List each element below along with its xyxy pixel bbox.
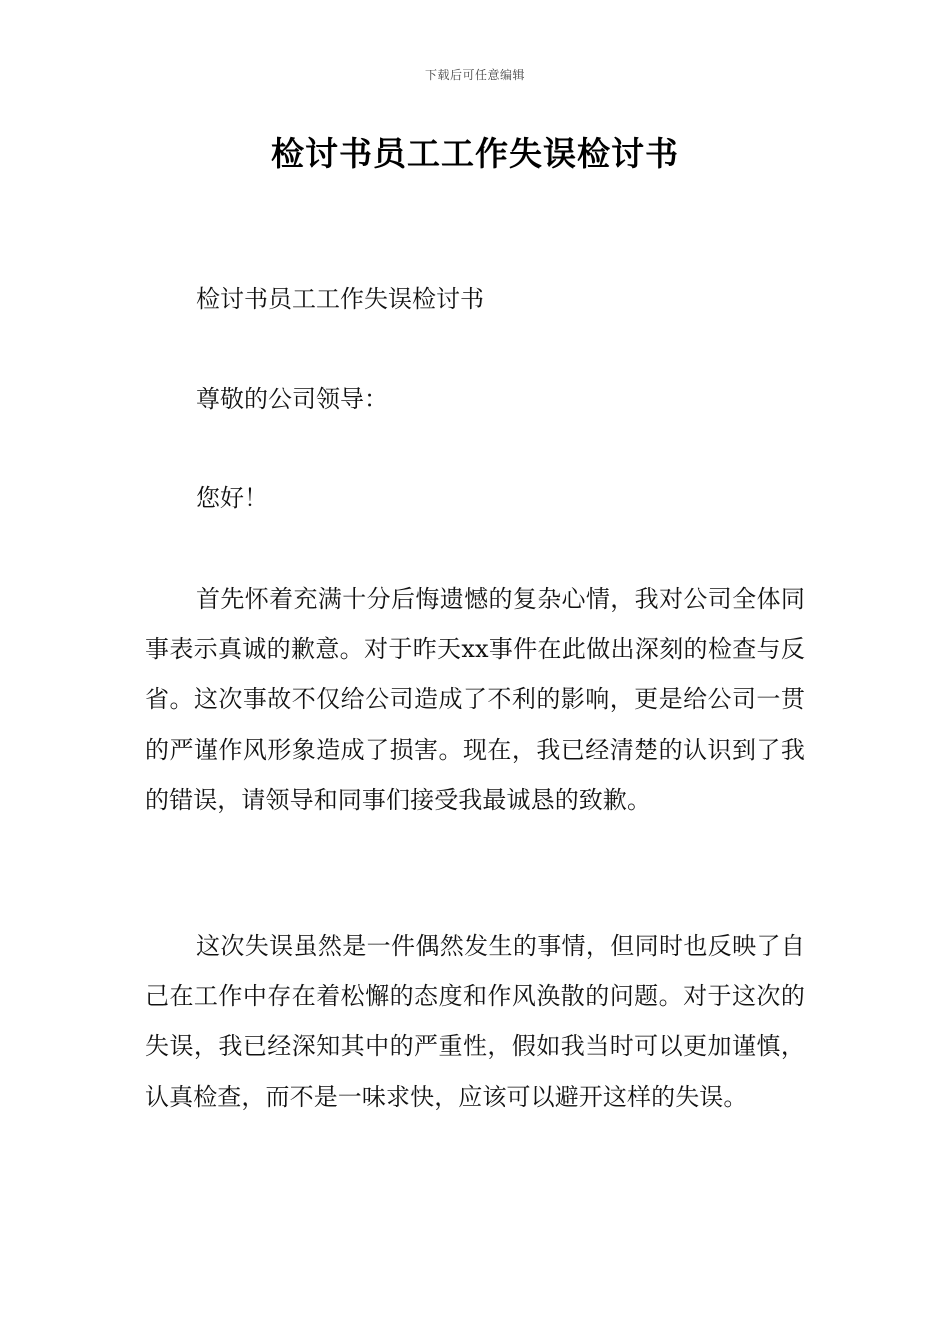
- salutation: 尊敬的公司领导：: [196, 385, 388, 413]
- header-note: 下载后可任意编辑: [424, 68, 525, 82]
- body-paragraph: 首先怀着充满十分后悔遗憾的复杂心情，我对公司全体同事表示真诚的歉意。对于昨天xx事件在此做出深刻的检查与反省。这次事故不仅给公司造成了不利的影响，更是给公司一贯的严谨作风形象造成了损害。现在，我已经清楚的认识到了我的错误，请领导和同事们接受我最诚恳的致歉。: [145, 585, 805, 814]
- document-title: 检讨书员工工作失误检讨书: [271, 134, 679, 173]
- subtitle-line: 检讨书员工工作失误检讨书: [196, 285, 484, 313]
- body-paragraph: 这次失误虽然是一件偶然发生的事情，但同时也反映了自己在工作中存在着松懈的态度和作风涣散的问题。对于这次的失误，我已经深知其中的严重性，假如我当时可以更加谨慎，认真检查，而不是一味求快，应该可以避开这样的失误。: [145, 932, 805, 1111]
- greeting: 您好！: [196, 484, 268, 512]
